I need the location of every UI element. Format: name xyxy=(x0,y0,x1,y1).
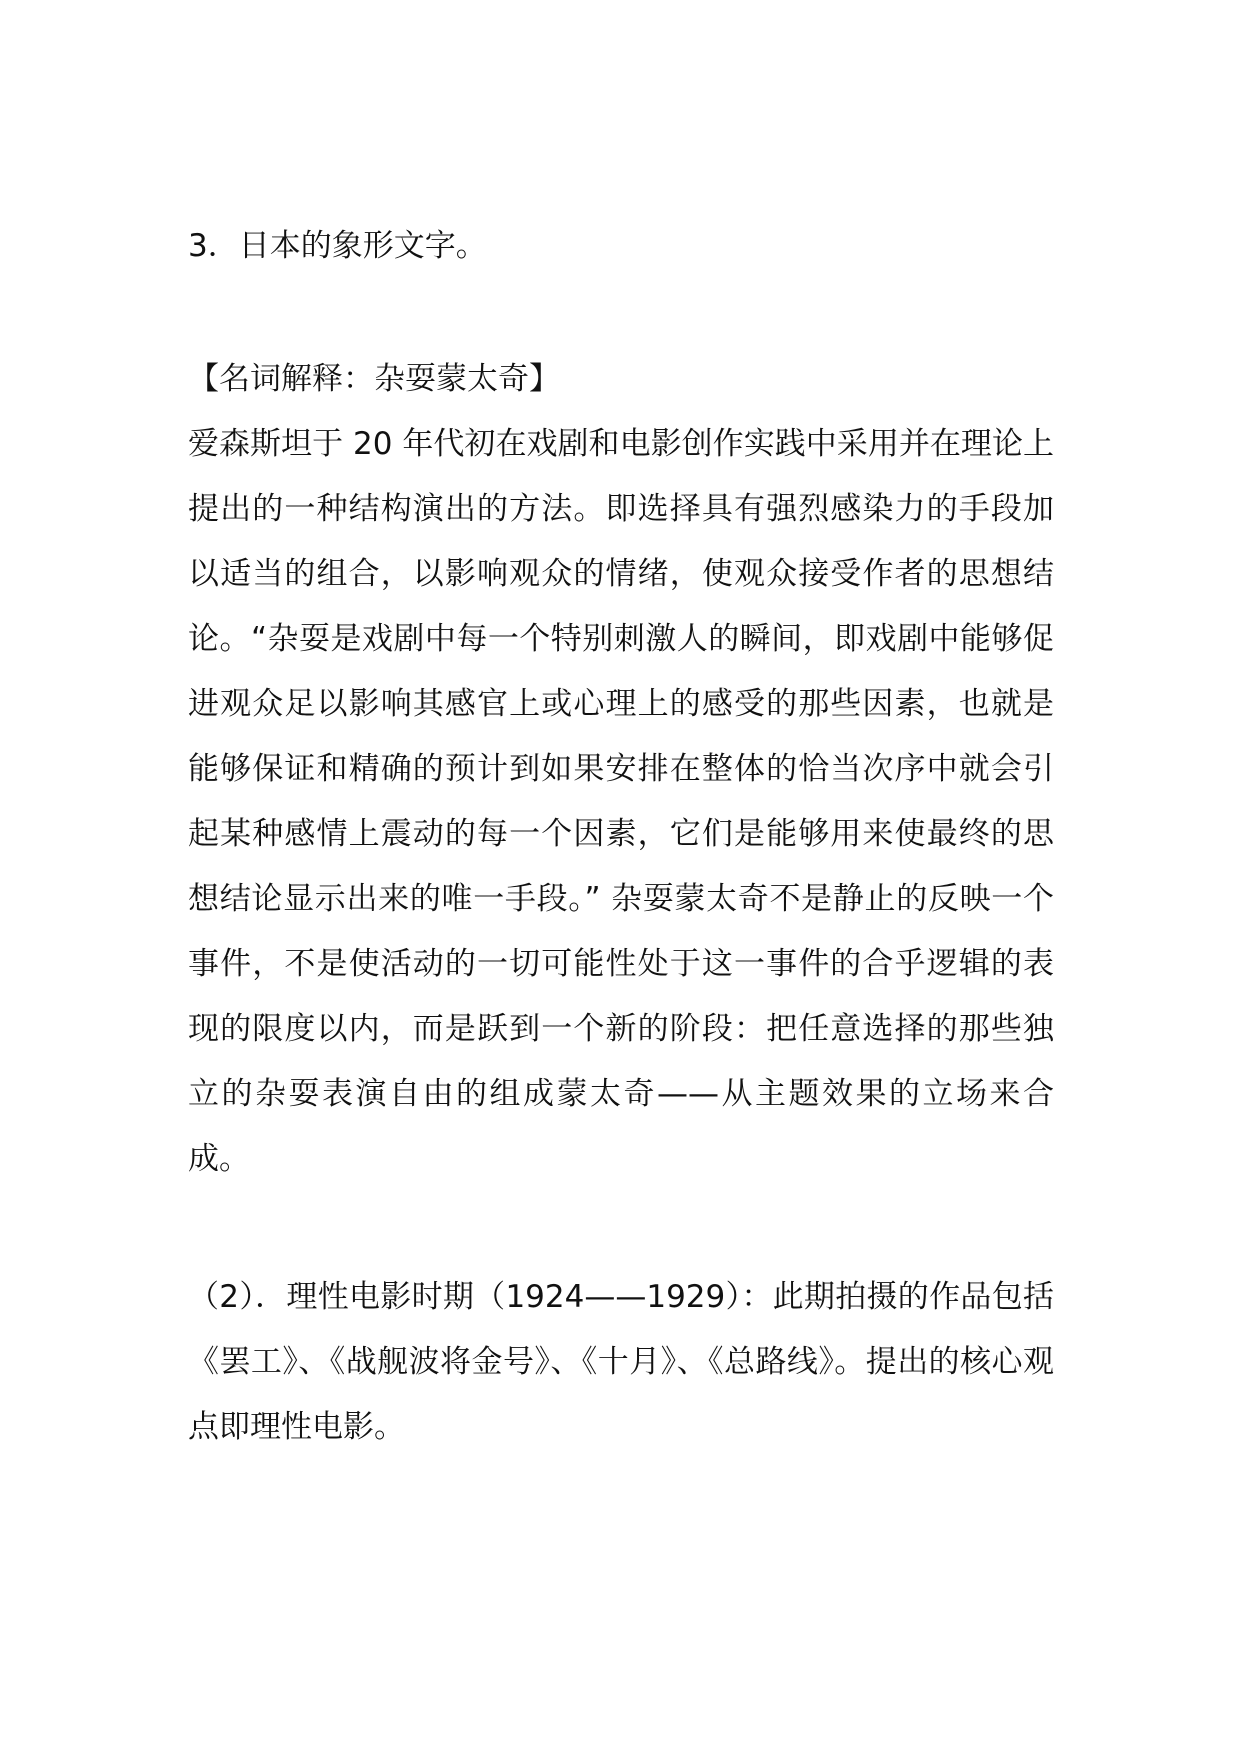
definition-paragraph: 爱森斯坦于 20 年代初在戏剧和电影创作实践中采用并在理论上提出的一种结构演出的方法。即选择具有强烈感染力的手段加以适当的组合，以影响观众的情绪，使观众接受作者的思想结论。“杂耍是戏剧中每一个特别刺激人的瞬间，即戏剧中能够促进观众足以影响其感官上或心理上的感受的那些因素，也就是能够保证和精确的预计到如果安排在整体的恰当次序中就会引起某种感情上震动的每一个因素，它们是能够用来使最终的思想结论显示出来的唯一手段。” 杂耍蒙太奇不是静止的反映一个事件，不是使活动的一切可能性处于这一事件的合乎逻辑的表现的限度以内，而是跃到一个新的阶段：把任意选择的那些独立的杂耍表演自由的组成蒙太奇——从主题效果的立场来合成。 xyxy=(188,426,1054,1177)
period-paragraph: （2）．理性电影时期（1924——1929）：此期拍摄的作品包括《罢工》、《战舰波将金号》、《十月》、《总路线》。提出的核心观点即理性电影。 xyxy=(188,1279,1054,1445)
term-heading: 【名词解释：杂耍蒙太奇】 xyxy=(188,361,560,397)
list-item-3: 3．日本的象形文字。 xyxy=(188,228,487,264)
